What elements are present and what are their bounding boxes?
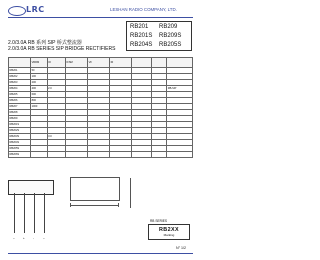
table-cell: RB205 xyxy=(9,92,31,98)
table-cell: 600 xyxy=(31,92,48,98)
marking-box xyxy=(148,224,190,240)
table-cell xyxy=(88,152,110,158)
pin-label: - xyxy=(33,236,34,240)
table-cell: RB204S xyxy=(9,140,31,146)
table-header-cell: IR xyxy=(110,58,132,68)
table-header-row xyxy=(9,58,193,68)
table-header-cell xyxy=(9,58,31,68)
company-name: LESHAN RADIO COMPANY, LTD. xyxy=(110,7,177,12)
table-header-cell: VF xyxy=(88,58,110,68)
pin-label: + xyxy=(23,236,25,240)
table-cell: RB202S xyxy=(9,128,31,134)
title-chinese: 2.0/3.0A RB 系列 SIP 桥式整流器 xyxy=(8,40,82,46)
table-cell: RB201 xyxy=(9,68,31,74)
part-number: RB205S xyxy=(159,41,182,48)
table-cell: 50 xyxy=(31,68,48,74)
table-cell: RB203 xyxy=(9,80,31,86)
table-cell: 3.0 xyxy=(47,134,65,140)
table-cell: RB209 xyxy=(9,116,31,122)
table-header-cell xyxy=(167,58,193,68)
dimension-outline xyxy=(70,177,120,201)
table-cell xyxy=(167,152,193,158)
table-cell: 100 xyxy=(31,74,48,80)
part-number: RB209 xyxy=(159,24,178,31)
table-cell: 800 xyxy=(31,98,48,104)
table-header-cell xyxy=(132,58,152,68)
part-number: RB209S xyxy=(159,32,182,39)
part-number: RB204S xyxy=(130,41,153,48)
table-header-cell: IO xyxy=(47,58,65,68)
table-cell: RB204 xyxy=(9,86,31,92)
package-lead xyxy=(44,193,45,233)
page-number: N° 1/2 xyxy=(176,246,187,250)
part-number-box xyxy=(126,21,192,51)
table-cell: 400 xyxy=(31,86,48,92)
part-number: RB201S xyxy=(130,32,153,39)
table-cell: RB-SIP xyxy=(167,86,193,92)
header-divider xyxy=(8,17,193,18)
title-english: 2.0/3.0A RB SERIES SIP BRIDGE RECTIFIERS xyxy=(8,46,116,52)
table-cell: RB206S xyxy=(9,152,31,158)
table-cell: 200 xyxy=(31,80,48,86)
package-label: RB SERIES xyxy=(150,219,168,223)
table-header-cell: VRRM xyxy=(31,58,48,68)
table-cell: RB205S xyxy=(9,146,31,152)
part-number: RB201 xyxy=(130,24,149,31)
dimension-line xyxy=(70,205,118,206)
table-cell: RB202 xyxy=(9,74,31,80)
footer-divider xyxy=(8,253,193,254)
dimension-tick xyxy=(118,203,119,207)
table-cell: RB203S xyxy=(9,134,31,140)
table-cell: 2.0 xyxy=(47,86,65,92)
logo-icon xyxy=(8,6,26,16)
pin-label: ~ xyxy=(43,236,45,240)
table-header-cell: IFSM xyxy=(66,58,88,68)
marking-code: RB2XX xyxy=(159,227,179,233)
table-cell xyxy=(66,152,88,158)
package-lead xyxy=(24,193,25,233)
table-cell xyxy=(47,152,65,158)
company-logo: LRC xyxy=(26,5,45,14)
table-cell xyxy=(152,152,167,158)
table-row xyxy=(9,152,193,158)
pin-label: ~ xyxy=(13,236,15,240)
dimension-tick xyxy=(70,203,71,207)
spec-table xyxy=(8,57,193,158)
table-cell: RB208 xyxy=(9,110,31,116)
table-header-cell xyxy=(152,58,167,68)
marking-caption: Marking xyxy=(163,233,175,237)
table-cell xyxy=(110,152,132,158)
table-cell xyxy=(132,152,152,158)
package-lead xyxy=(34,193,35,233)
table-cell: RB201S xyxy=(9,122,31,128)
table-cell: RB206 xyxy=(9,98,31,104)
table-cell xyxy=(31,152,48,158)
table-cell: RB207 xyxy=(9,104,31,110)
table-cell: 1000 xyxy=(31,104,48,110)
dimension-line xyxy=(130,178,131,208)
package-lead xyxy=(14,193,15,233)
